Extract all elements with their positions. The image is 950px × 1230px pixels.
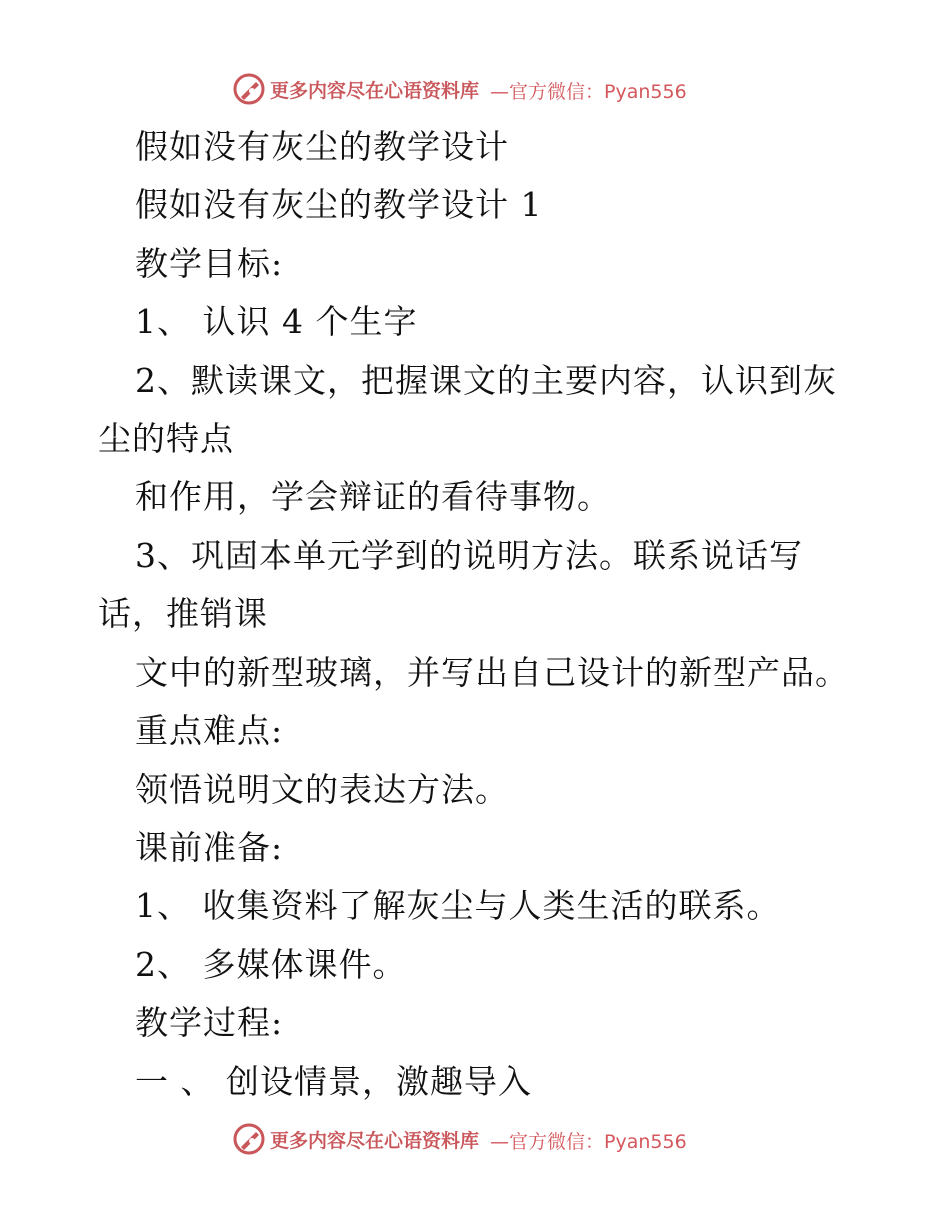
- pen-logo-icon: [232, 72, 266, 106]
- footer-promo-text: 更多内容尽在心语资料库: [270, 1130, 480, 1152]
- document-subtitle: 假如没有灰尘的教学设计 1: [135, 185, 543, 224]
- goal-3-line-1: 3、巩固本单元学到的说明方法。联系说话写: [135, 536, 803, 575]
- goal-1: 1、 认识 4 个生字: [135, 302, 418, 341]
- process-heading: 教学过程:: [135, 1003, 284, 1042]
- footer-banner: [0, 1120, 950, 1160]
- goals-heading: 教学目标:: [135, 244, 284, 283]
- prep-item-1: 1、 收集资料了解灰尘与人类生活的联系。: [135, 886, 781, 925]
- goal-2-line-3: 和作用，学会辩证的看待事物。: [135, 477, 611, 516]
- pen-logo-icon: [232, 1122, 266, 1156]
- header-wechat-text: —官方微信：Pyan556: [490, 81, 687, 103]
- header-banner: [0, 70, 950, 110]
- goal-3-line-2: 话，推销课: [98, 594, 268, 633]
- document-title: 假如没有灰尘的教学设计: [135, 127, 509, 166]
- key-points-text: 领悟说明文的表达方法。: [135, 770, 509, 809]
- goal-2-line-2: 尘的特点: [98, 419, 234, 458]
- process-step-1: 一 、 创设情景，激趣导入: [135, 1062, 532, 1101]
- header-promo-text: 更多内容尽在心语资料库: [270, 80, 480, 102]
- key-points-heading: 重点难点:: [135, 711, 284, 750]
- footer-wechat-text: —官方微信：Pyan556: [490, 1131, 687, 1153]
- prep-item-2: 2、 多媒体课件。: [135, 945, 407, 984]
- prep-heading: 课前准备:: [135, 828, 284, 867]
- goal-3-line-3: 文中的新型玻璃，并写出自己设计的新型产品。: [135, 653, 849, 692]
- goal-2-line-1: 2、默读课文，把握课文的主要内容，认识到灰: [135, 361, 837, 400]
